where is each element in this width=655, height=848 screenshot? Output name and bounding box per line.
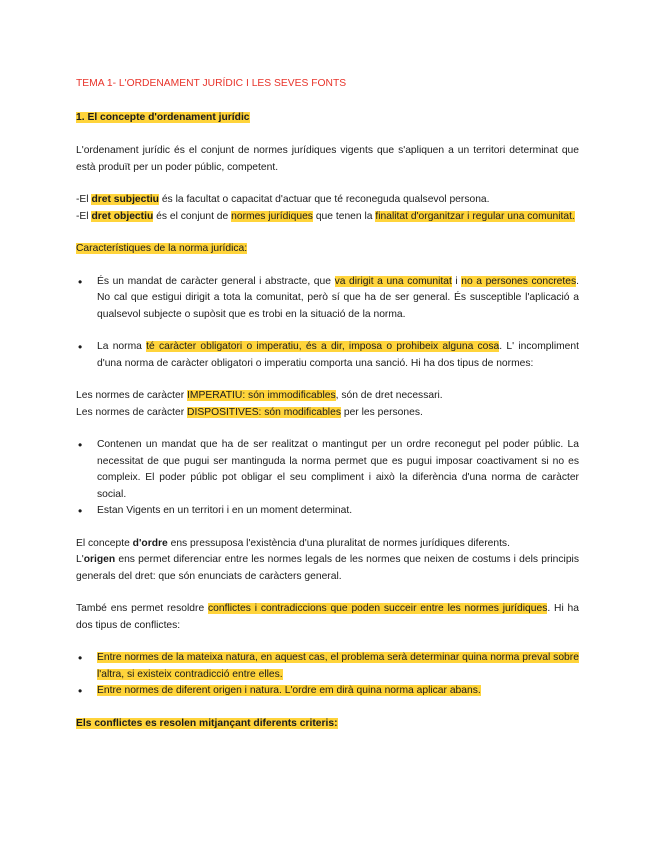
- text-span: és el conjunt de: [153, 210, 232, 222]
- text-span: . No cal que estigui dirigit a tota la comunitat, però sí que ha de ser general. És susceptible l'aplicació a qualsevol subjecte o supòsit que es trobi en la situació de la norma.: [97, 275, 580, 320]
- highlight: IMPERATIU: són immodificables: [187, 390, 336, 401]
- page-title: TEMA 1- L'ORDENAMENT JURÍDIC I LES SEVES FONTS: [76, 78, 347, 89]
- bold-term: d'ordre: [132, 537, 168, 549]
- intro-paragraph: L'ordenament jurídic és el conjunt de normes jurídiques vigents que s'apliquen a un territori determinat que està produït per un poder públic, competent.: [76, 145, 579, 173]
- text-span: És un mandat de caràcter general i abstracte, que: [97, 275, 335, 287]
- highlight: Entre normes de la mateixa natura, en aquest cas, el problema serà determinar quina norma preval sobre l'altra, si existeix contradicció entre elles.: [97, 652, 579, 680]
- text-span: Les normes de caràcter: [76, 406, 188, 418]
- list-item: [76, 274, 579, 324]
- text-span: L': [76, 554, 84, 565]
- highlight: DISPOSITIVES: són modificables: [187, 406, 341, 418]
- caracteristiques-heading-text: Característiques de la norma jurídica:: [76, 243, 248, 254]
- highlight: té caràcter obligatori o imperatiu, és a dir, imposa o prohibeix alguna cosa: [146, 341, 500, 352]
- list-item: • Contenen un mandat que ha de ser realitzat o mantingut per un ordre reconegut pel poder públic. La necessitat de que pugui ser mantinguda la norma permet que es pugui imposar coactivament si no es compleix. El poder públic pot obligar el seu compliment i això la diferència d'una norma de caràcter social.: [76, 437, 579, 503]
- final-heading-text: Els conflictes es resolen mitjançant diferents criteris:: [76, 717, 338, 729]
- dret-objectiu-term: dret objectiu: [91, 210, 154, 222]
- conflict-types-list: [76, 650, 579, 700]
- highlight: Entre normes de diferent origen i natura. L'ordre em dirà quina norma aplicar abans.: [97, 685, 481, 696]
- text-span: També ens permet resoldre: [76, 603, 208, 614]
- text-span: és la facultat o capacitat d'actuar que té reconeguda qualsevol persona.: [158, 194, 490, 205]
- text-span: per les persones.: [340, 406, 423, 418]
- caracteristiques-heading: [76, 241, 579, 258]
- normes-juridiques-highlight: normes jurídiques: [231, 210, 313, 222]
- list-item: [76, 339, 579, 372]
- highlight: va dirigit a una comunitat: [334, 275, 452, 287]
- dret-subjectiu-term: dret subjectiu: [91, 194, 159, 205]
- section-heading: [76, 110, 579, 127]
- text-span: , són de dret necessari.: [335, 390, 443, 401]
- bold-term: origen: [83, 554, 116, 565]
- finalitat-highlight: finalitat d'organitzar i regular una comunitat.: [375, 210, 575, 222]
- document-page: [76, 76, 579, 732]
- text-span: La norma: [97, 341, 147, 352]
- highlight: no a persones concretes: [461, 275, 577, 287]
- list-item: [76, 650, 579, 683]
- text-span: -El: [76, 210, 92, 222]
- imperatiu-line: [76, 388, 579, 405]
- text-span: El concepte: [76, 537, 133, 549]
- conflictes-paragraph: [76, 601, 579, 634]
- text-span: ens pressuposa l'existència d'una pluralitat de normes jurídiques diferents.: [167, 537, 510, 549]
- text-span: Les normes de caràcter: [76, 390, 188, 401]
- text-span: ens permet diferenciar entre les normes legals de les normes que neixen de costums i dels principis generals del dret: que són enunciats de caràcters general.: [76, 554, 579, 582]
- origen-paragraph: [76, 552, 579, 585]
- norm-properties-list: [76, 437, 579, 520]
- ordre-line: [76, 536, 579, 553]
- characteristics-list: [76, 274, 579, 373]
- highlight: conflictes i contradiccions que poden succeir entre les normes jurídiques: [208, 603, 548, 614]
- dret-objectiu-line: [76, 209, 579, 226]
- final-heading: [76, 716, 579, 733]
- text-span: -El: [76, 194, 92, 205]
- list-item: [76, 683, 579, 700]
- dispositiu-line: [76, 405, 579, 422]
- text-span: que tenen la: [312, 210, 376, 222]
- text-span: . Hi ha dos tipus de conflictes:: [76, 603, 579, 631]
- text-span: . L' incompliment d'una norma de caràcter obligatori o imperatiu comporta una sanció. Hi ha dos tipus de normes:: [97, 341, 579, 369]
- list-item: • Estan Vigents en un territori i en un moment determinat.: [76, 503, 579, 520]
- dret-subjectiu-line: [76, 192, 579, 209]
- section-heading-text: 1. El concepte d'ordenament jurídic: [76, 111, 250, 123]
- text-span: i: [451, 275, 462, 287]
